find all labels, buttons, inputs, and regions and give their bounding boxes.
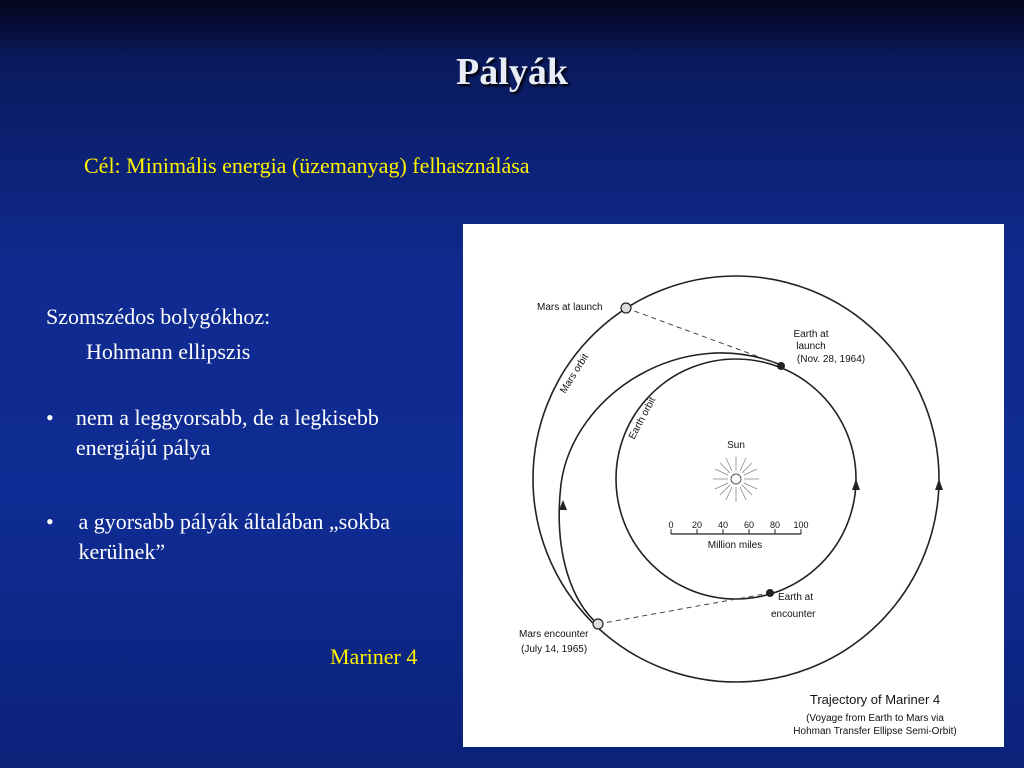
distance-scale xyxy=(671,529,801,534)
mars-at-launch-label: Mars at launch xyxy=(537,302,603,313)
bullet-marker: • xyxy=(46,509,54,534)
scale-tick-label: 40 xyxy=(717,520,729,530)
earth-orbit-arrow xyxy=(852,479,860,490)
earth-at-launch-label-3: (Nov. 28, 1964) xyxy=(796,354,866,365)
figure-subtitle-line-2: Hohman Transfer Ellipse Semi-Orbit) xyxy=(793,726,957,737)
earth-at-launch-dot xyxy=(777,362,785,370)
mars-orbit-arrow xyxy=(935,479,943,490)
earth-orbit-label: Earth orbit xyxy=(626,395,659,442)
mars-encounter-label-1: Mars encounter xyxy=(519,629,589,640)
earth-at-launch-label-2: launch xyxy=(796,341,826,352)
sun-label: Sun xyxy=(727,440,745,451)
figure-caption: Mariner 4 xyxy=(330,644,418,669)
scale-tick-label: 0 xyxy=(668,520,674,530)
bullet-item xyxy=(46,507,406,567)
scale-tick-label: 80 xyxy=(769,520,781,530)
earth-at-encounter-label-2: encounter xyxy=(771,609,816,620)
encounter-dashed-line xyxy=(598,593,770,624)
section-subheading: Hohmann ellipszis xyxy=(86,339,251,364)
trajectory-diagram xyxy=(463,224,1004,747)
bullet-marker: • xyxy=(46,405,54,430)
slide-subtitle: Cél: Minimális energia (üzemanyag) felhasználása xyxy=(84,153,530,178)
mars-encounter-label-2: (July 14, 1965) xyxy=(521,644,588,655)
figure-title: Trajectory of Mariner 4 xyxy=(809,692,941,707)
launch-dashed-line xyxy=(626,308,781,365)
mars-orbit-label: Mars orbit xyxy=(558,352,592,396)
bullet-text: nem a leggyorsabb, de a legkisebb energiájú pálya xyxy=(75,405,379,460)
earth-at-encounter-dot xyxy=(766,589,774,597)
figure-subtitle-line-1: (Voyage from Earth to Mars via xyxy=(806,713,944,724)
section-heading: Szomszédos bolygókhoz: xyxy=(46,304,271,329)
bullet-item xyxy=(46,403,406,463)
mars-encounter-dot xyxy=(593,619,603,629)
scale-unit-label: Million miles xyxy=(707,540,763,551)
mars-at-launch-dot xyxy=(621,303,631,313)
scale-tick-label: 60 xyxy=(743,520,755,530)
scale-tick-label: 20 xyxy=(691,520,703,530)
transfer-trajectory xyxy=(559,353,781,624)
scale-tick-label: 100 xyxy=(793,520,809,530)
sun-icon xyxy=(713,456,759,502)
slide-title: Pályák xyxy=(456,51,568,93)
bullet-text: a gyorsabb pályák általában „sokba kerülnek” xyxy=(78,509,390,564)
earth-at-launch-label-1: Earth at xyxy=(793,329,829,340)
earth-at-encounter-label-1: Earth at xyxy=(778,592,814,603)
